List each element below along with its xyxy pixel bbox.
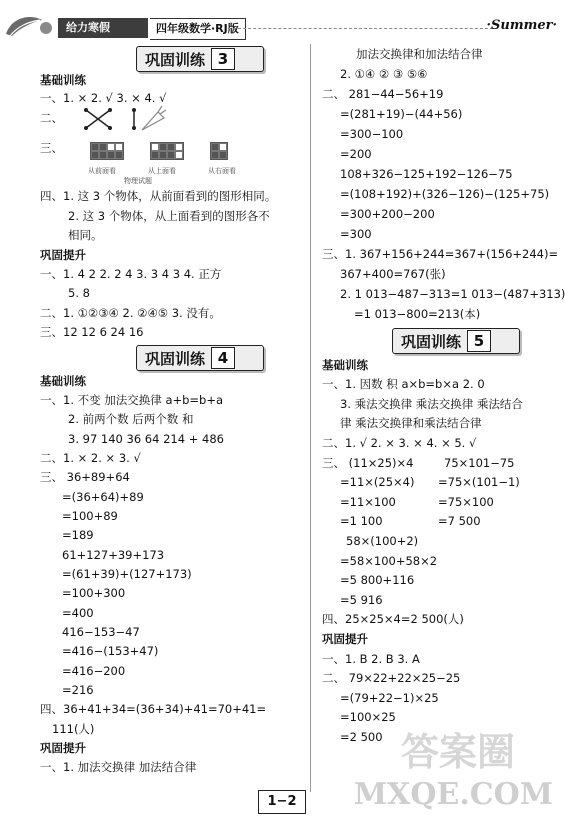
- answer-line: =5 800+116: [340, 573, 415, 587]
- watermark-text: MXQE.COM: [353, 777, 553, 812]
- answer-line: =300−100: [340, 127, 404, 141]
- answer-line: 2. ①④ ② ③ ⑤⑥: [340, 67, 428, 81]
- answer-line: 四、25×25×4=2 500(人): [322, 612, 464, 626]
- answer-line: =416−200: [62, 664, 126, 678]
- answer-line: =100+300: [62, 586, 126, 600]
- answer-line: 二、1. √ 2. × 3. × 4. × 5. √: [322, 436, 477, 450]
- answer-line: =11×100: [340, 495, 396, 509]
- answer-line: 367+400=767(张): [340, 267, 446, 281]
- answer-line: =200: [340, 147, 372, 161]
- grade-label: 四年级数学·RJ版: [150, 18, 246, 40]
- answer-line: 75×101−75: [444, 456, 515, 470]
- answer-line: 二、: [40, 111, 63, 125]
- answer-line: 律 乘法交换律和乘法结合律: [340, 416, 482, 430]
- answer-line: 四、36+41+34=(36+34)+41=70+41=: [40, 702, 267, 716]
- column-divider: [310, 44, 311, 792]
- basic-training-heading: 基础训练: [40, 374, 86, 388]
- section-number: 4: [211, 347, 235, 369]
- basic-training-heading: 基础训练: [40, 73, 86, 87]
- answer-line: =300+200−200: [340, 207, 435, 221]
- section-number: 3: [211, 48, 235, 70]
- answer-line: 58×(100+2): [346, 534, 419, 548]
- basic-training-heading: 基础训练: [322, 358, 368, 372]
- answer-line: 416−153−47: [62, 625, 140, 639]
- answer-line: 三、 36+89+64: [40, 470, 130, 484]
- answer-line: 2. 1 013−487−313=1 013−(487+313): [340, 287, 565, 301]
- answer-line: =1 013−800=213(本): [354, 307, 481, 321]
- answer-line: 一、1. 加法交换律 加法结合律: [40, 760, 197, 774]
- matching-lines-icon: [80, 106, 140, 132]
- answer-line: =(79+22−1)×25: [340, 691, 439, 705]
- view-caption: 从右面看: [208, 167, 236, 175]
- answer-line: 四、1. 这 3 个物体，从前面看到的图形相同。: [40, 189, 277, 203]
- answer-line: =100×25: [340, 710, 396, 724]
- improvement-heading: 巩固提升: [40, 248, 86, 262]
- brand-label: 给力寒假: [58, 18, 148, 38]
- section-title-3: [136, 46, 264, 72]
- view-caption: 从上面看: [148, 167, 176, 175]
- answer-line: 2. 前两个数 后两个数 和: [68, 412, 194, 426]
- answer-line: 61+127+39+173: [62, 548, 165, 562]
- right-view-grid: [210, 142, 228, 160]
- answer-line: 111(人): [52, 722, 95, 736]
- answer-line: 3. 97 140 36 64 214 + 486: [68, 432, 224, 446]
- section-title-5: [392, 328, 520, 354]
- improvement-heading: 巩固提升: [322, 632, 368, 646]
- answer-line: 一、1. × 2. √ 3. × 4. √: [40, 91, 167, 105]
- answer-line: 相同。: [68, 228, 103, 242]
- answer-line: =(281+19)−(44+56): [340, 107, 463, 121]
- answer-line: 一、1. 因数 积 a×b=b×a 2. 0: [322, 377, 485, 391]
- answer-line: =(36+64)+89: [62, 490, 144, 504]
- summer-label: ·Summer·: [486, 18, 557, 33]
- answer-line: 三、1. 367+156+244=367+(156+244)=: [322, 247, 559, 261]
- page-number: 1−2: [258, 790, 306, 814]
- answer-line: =400: [62, 606, 94, 620]
- answer-line: 一、1. B 2. B 3. A: [322, 652, 420, 666]
- page-header: [0, 18, 565, 38]
- answer-line: =75×100: [438, 495, 494, 509]
- view-caption: 物理试题: [124, 177, 152, 185]
- section-number: 5: [467, 330, 491, 352]
- answer-line: 二、1. × 2. × 3. √: [40, 451, 141, 465]
- improvement-heading: 巩固提升: [40, 741, 86, 755]
- answer-line: 二、 79×22+22×25−25: [322, 671, 461, 685]
- answer-line: 三、 (11×25)×4: [322, 456, 414, 470]
- answer-line: =300: [340, 227, 372, 241]
- answer-line: =(61+39)+(127+173): [62, 567, 192, 581]
- answer-line: =(108+192)+(326−126)−(125+75): [340, 187, 550, 201]
- answer-line: =7 500: [438, 514, 481, 528]
- watermark-logo: 答案圈: [400, 730, 515, 774]
- answer-line: 三、12 12 6 24 16: [40, 325, 144, 339]
- header-dashed-line: [228, 28, 498, 29]
- answer-line: 3. 乘法交换律 乘法交换律 乘法结合: [340, 397, 523, 411]
- answer-line: =189: [62, 528, 94, 542]
- section-title-label: 巩固训练: [145, 349, 206, 368]
- section-title-label: 巩固训练: [401, 332, 462, 351]
- leaf-logo-icon: [2, 14, 60, 38]
- answer-line: =5 916: [340, 593, 383, 607]
- answer-line: 一、1. 不变 加法交换律 a+b=b+a: [40, 393, 224, 407]
- answer-line: =1 100: [340, 514, 383, 528]
- answer-line: 加法交换律和加法结合律: [356, 47, 483, 61]
- answer-line: =75×(101−1): [438, 475, 520, 489]
- top-view-grid: [150, 142, 184, 160]
- front-view-grid: [90, 142, 124, 160]
- section-title-4: [136, 345, 264, 371]
- section-title-label: 巩固训练: [145, 50, 206, 69]
- carrot-doodle-icon: [138, 104, 168, 134]
- answer-line: 二、 281−44−56+19: [322, 87, 444, 101]
- answer-line: 108+326−125+192−126−75: [340, 167, 513, 181]
- answer-line: 2. 这 3 个物体，从上面看到的图形各不: [68, 209, 270, 223]
- answer-line: 三、: [40, 141, 63, 155]
- answer-line: =416−(153+47): [62, 644, 159, 658]
- view-caption: 从前面看: [88, 167, 116, 175]
- answer-line: =11×(25×4): [340, 475, 415, 489]
- answer-line: 一、1. 4 2 2. 2 4 3. 3 4 3 4. 正方: [40, 267, 222, 281]
- answer-line: =100+89: [62, 509, 118, 523]
- answer-line: =216: [62, 683, 94, 697]
- answer-line: =58×100+58×2: [340, 554, 438, 568]
- answer-line: =2 500: [340, 730, 383, 744]
- answer-line: 二、1. ①②③④ 2. ②④⑤ 3. 没有。: [40, 306, 221, 320]
- answer-line: 5. 8: [68, 286, 90, 300]
